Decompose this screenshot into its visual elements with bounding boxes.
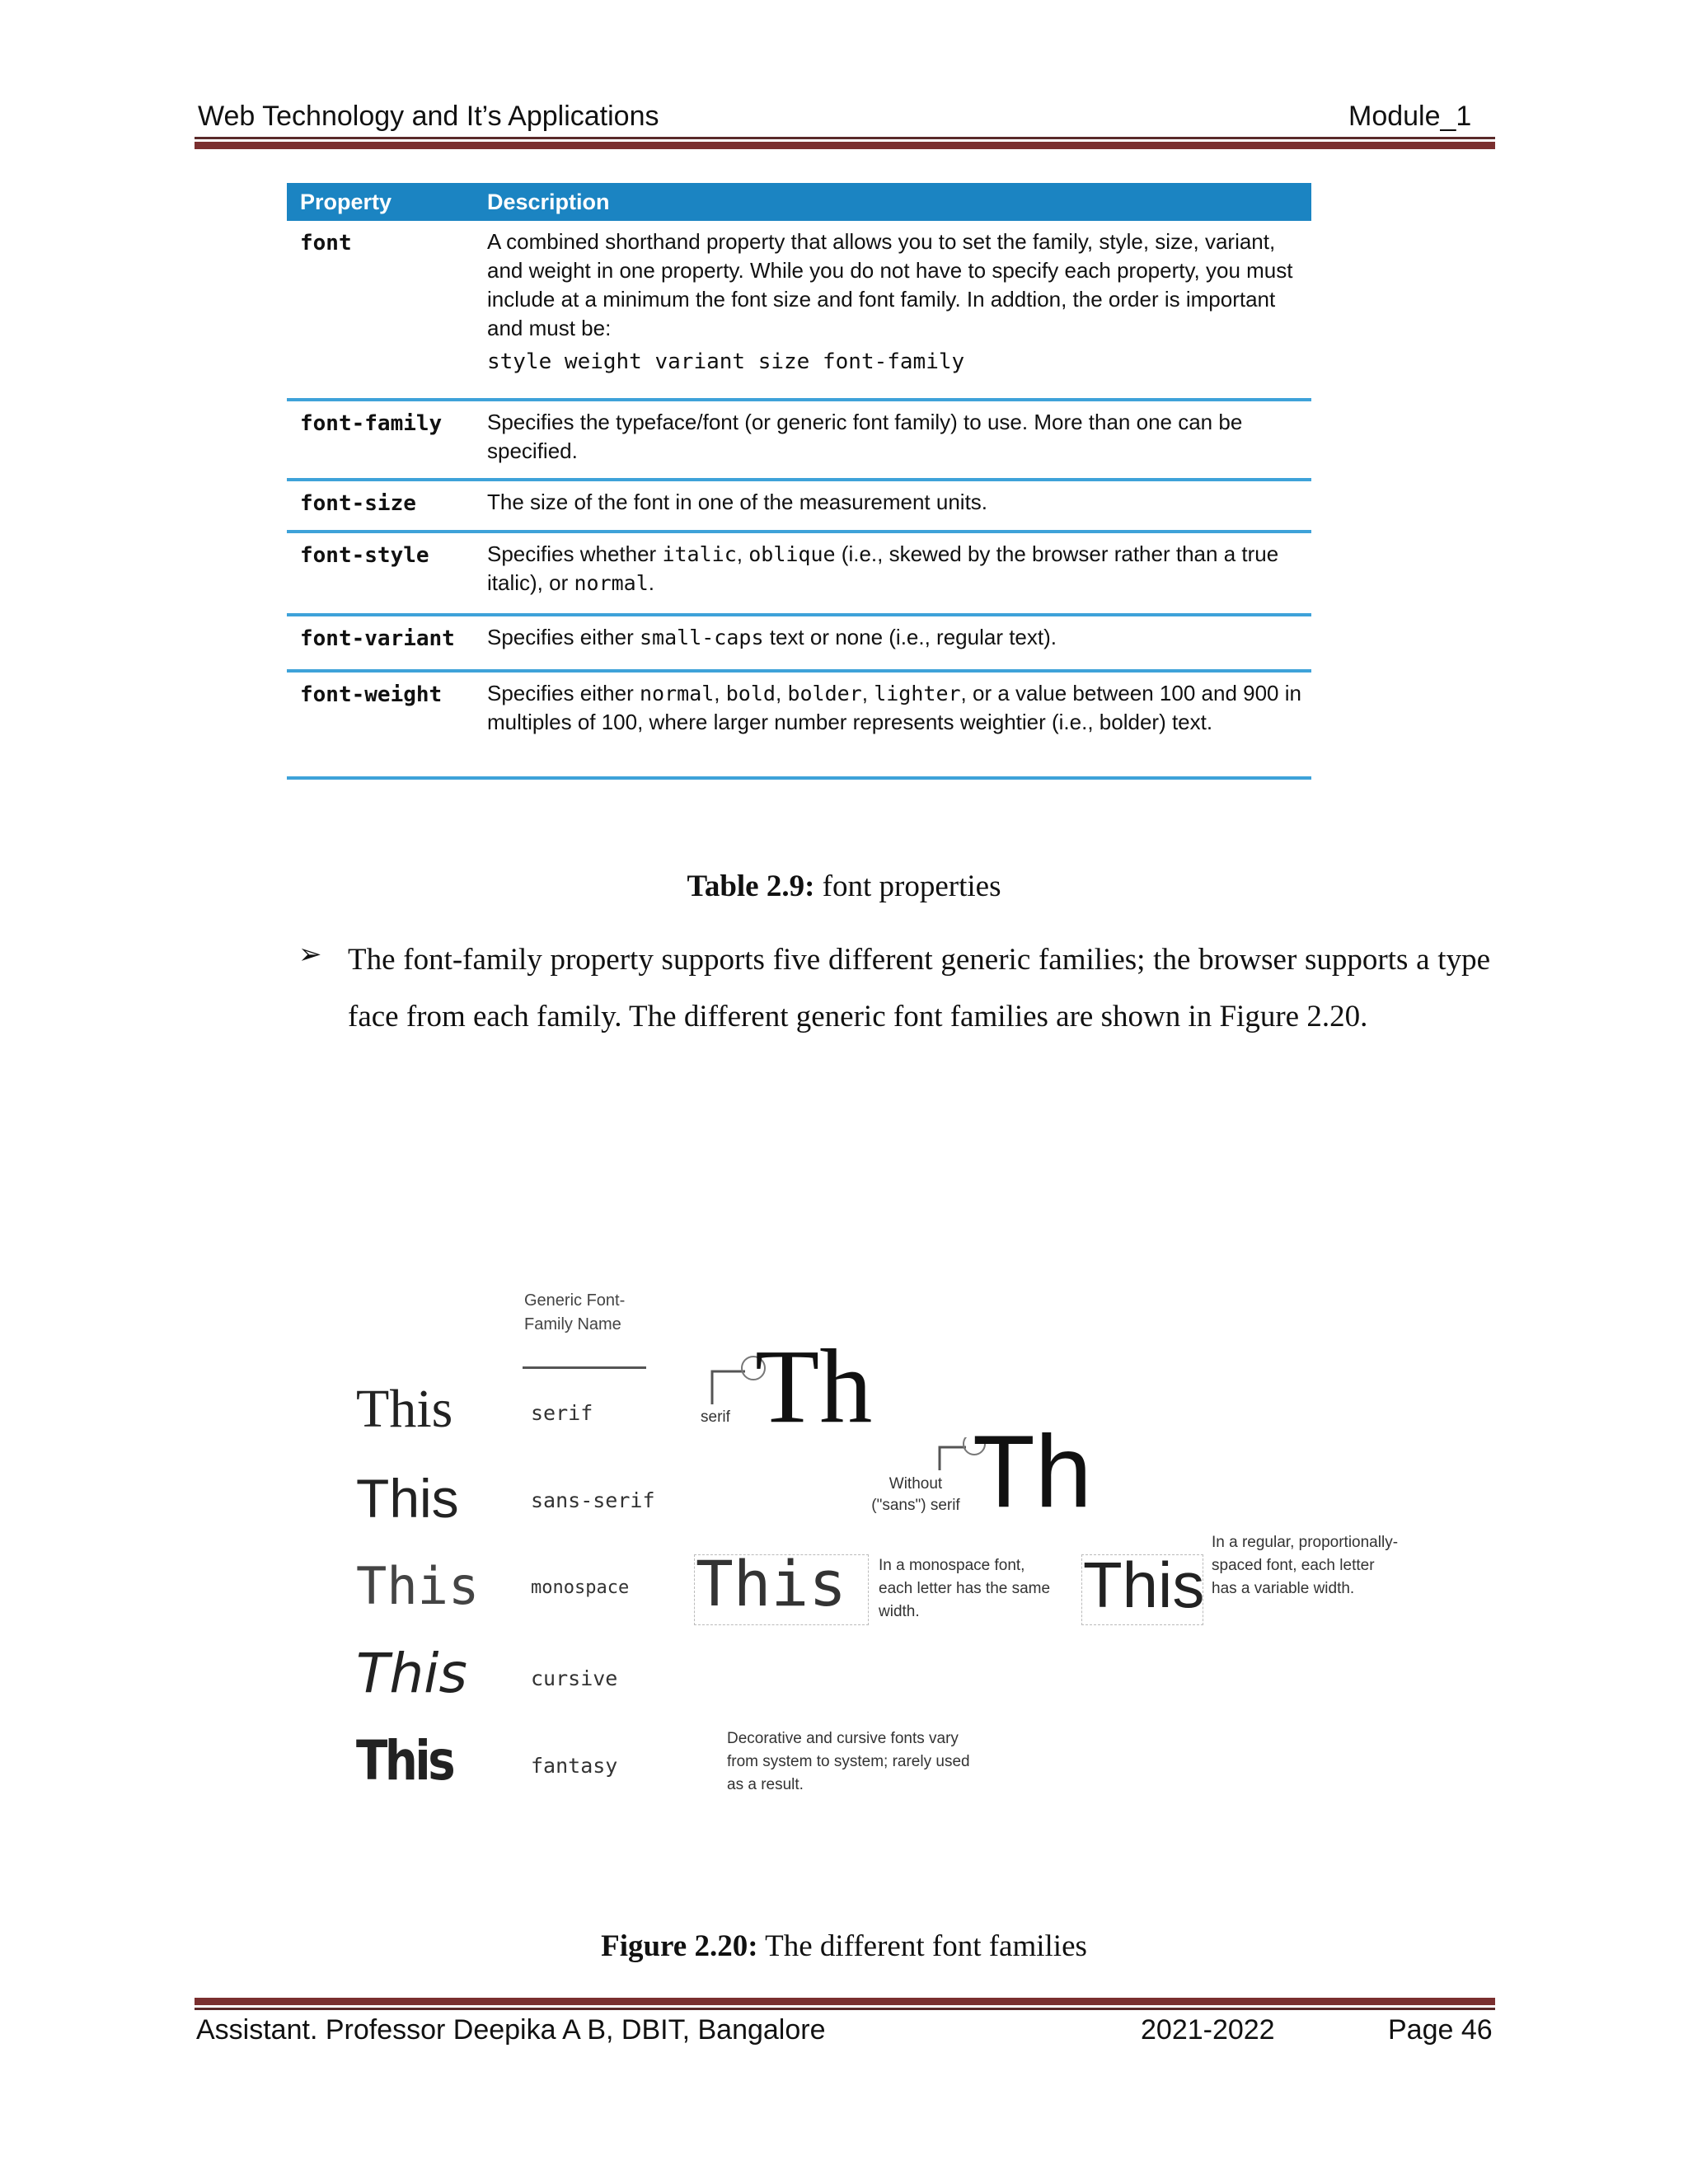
fantasy-label: fantasy — [531, 1754, 618, 1778]
proportional-this-sample: This — [1083, 1549, 1205, 1621]
figure-column-header: Generic Font-Family Name — [524, 1291, 626, 1333]
bullet-arrow-icon: ➢ — [298, 940, 322, 970]
monospace-label: monospace — [531, 1577, 630, 1598]
property-description: Specifies either normal, bold, bolder, lighter, or a value between 100 and 900 in multiples of 100, where larger number represents weightier (i.e., bolder) text. — [487, 681, 1301, 734]
serif-th-sample: Th — [755, 1328, 873, 1445]
property-description: Specifies whether italic, oblique (i.e., skewed by the browser rather than a true italic), or normal. — [487, 541, 1279, 595]
header-description: Description — [487, 189, 610, 214]
description-code: style weight variant size font-family — [487, 349, 965, 374]
monospace-note: In a monospace font, each letter has the same width. — [879, 1557, 1051, 1620]
serif-label: serif — [531, 1401, 593, 1425]
cursive-sample: This — [356, 1642, 467, 1705]
property-name: font-style — [300, 543, 429, 568]
table-caption-text: font properties — [814, 869, 1001, 903]
serif-note: serif — [701, 1408, 730, 1426]
sans-serif-label: sans-serif — [531, 1488, 655, 1512]
font-families-figure — [346, 1276, 1409, 1803]
property-name: font-weight — [300, 682, 443, 707]
monospace-sample: This — [356, 1556, 480, 1616]
sans-serif-sample: This — [356, 1468, 459, 1529]
bullet-paragraph: The font-family property supports five different generic families; the browser supports a type face from each family. The different generic font families are shown in Figure 2.20. — [348, 943, 1490, 1033]
property-name: font — [300, 231, 352, 255]
header-module: Module_1 — [1348, 101, 1472, 132]
table-caption-label: Table 2.9: — [687, 869, 815, 903]
monospace-this-sample: This — [696, 1547, 847, 1620]
proportional-note: In a regular, proportionally-spaced font, each letter has a variable width. — [1212, 1534, 1399, 1597]
serif-sample: This — [356, 1379, 453, 1439]
footer-rule-thin — [195, 2008, 1495, 2010]
table-row — [287, 616, 1311, 673]
property-description: Specifies the typeface/font (or generic font family) to use. More than one can be specified. — [487, 410, 1243, 463]
property-name: font-family — [300, 411, 443, 436]
property-description: Specifies either small-caps text or none (i.e., regular text). — [487, 625, 1057, 649]
sans-serif-note: Without ("sans") serif — [871, 1475, 960, 1514]
table-row — [287, 221, 1311, 401]
cursive-label: cursive — [531, 1666, 618, 1690]
property-name: font-variant — [300, 626, 455, 651]
header-rule-thin — [195, 137, 1495, 139]
header-property: Property — [300, 189, 392, 214]
figure-caption-label: Figure 2.20: — [601, 1929, 758, 1963]
table-row — [287, 401, 1311, 481]
figure-caption — [0, 1929, 1688, 1964]
property-description — [487, 221, 1311, 398]
description-text: A combined shorthand property that allows you to set the family, style, size, variant, and weight in one property. While you do not have to specify each property, you must include at a minimum the font size and font family. In addtion, the order is important and must be: — [487, 229, 1293, 340]
fantasy-sample: This — [356, 1729, 453, 1793]
sans-serif-th-sample: Th — [973, 1415, 1092, 1529]
table-row — [287, 533, 1311, 616]
figure-caption-text: The different font families — [757, 1929, 1087, 1963]
table-header-row — [287, 183, 1311, 221]
font-properties-table — [287, 183, 1311, 780]
cursive-note: Decorative and cursive fonts vary from system to system; rarely used as a result. — [727, 1730, 970, 1793]
footer-year: 2021-2022 — [1141, 2014, 1275, 2046]
property-description: The size of the font in one of the measurement units. — [487, 490, 988, 514]
footer-rule-thick — [195, 1998, 1495, 2005]
figure-column-rule — [523, 1366, 646, 1369]
table-row — [287, 673, 1311, 780]
footer-author: Assistant. Professor Deepika A B, DBIT, Bangalore — [196, 2014, 826, 2046]
header-rule-thick — [195, 142, 1495, 149]
property-name: font-size — [300, 491, 416, 516]
footer-page: Page 46 — [1388, 2014, 1493, 2046]
header-title: Web Technology and It’s Applications — [198, 101, 659, 132]
table-caption — [0, 869, 1688, 904]
table-row — [287, 481, 1311, 533]
